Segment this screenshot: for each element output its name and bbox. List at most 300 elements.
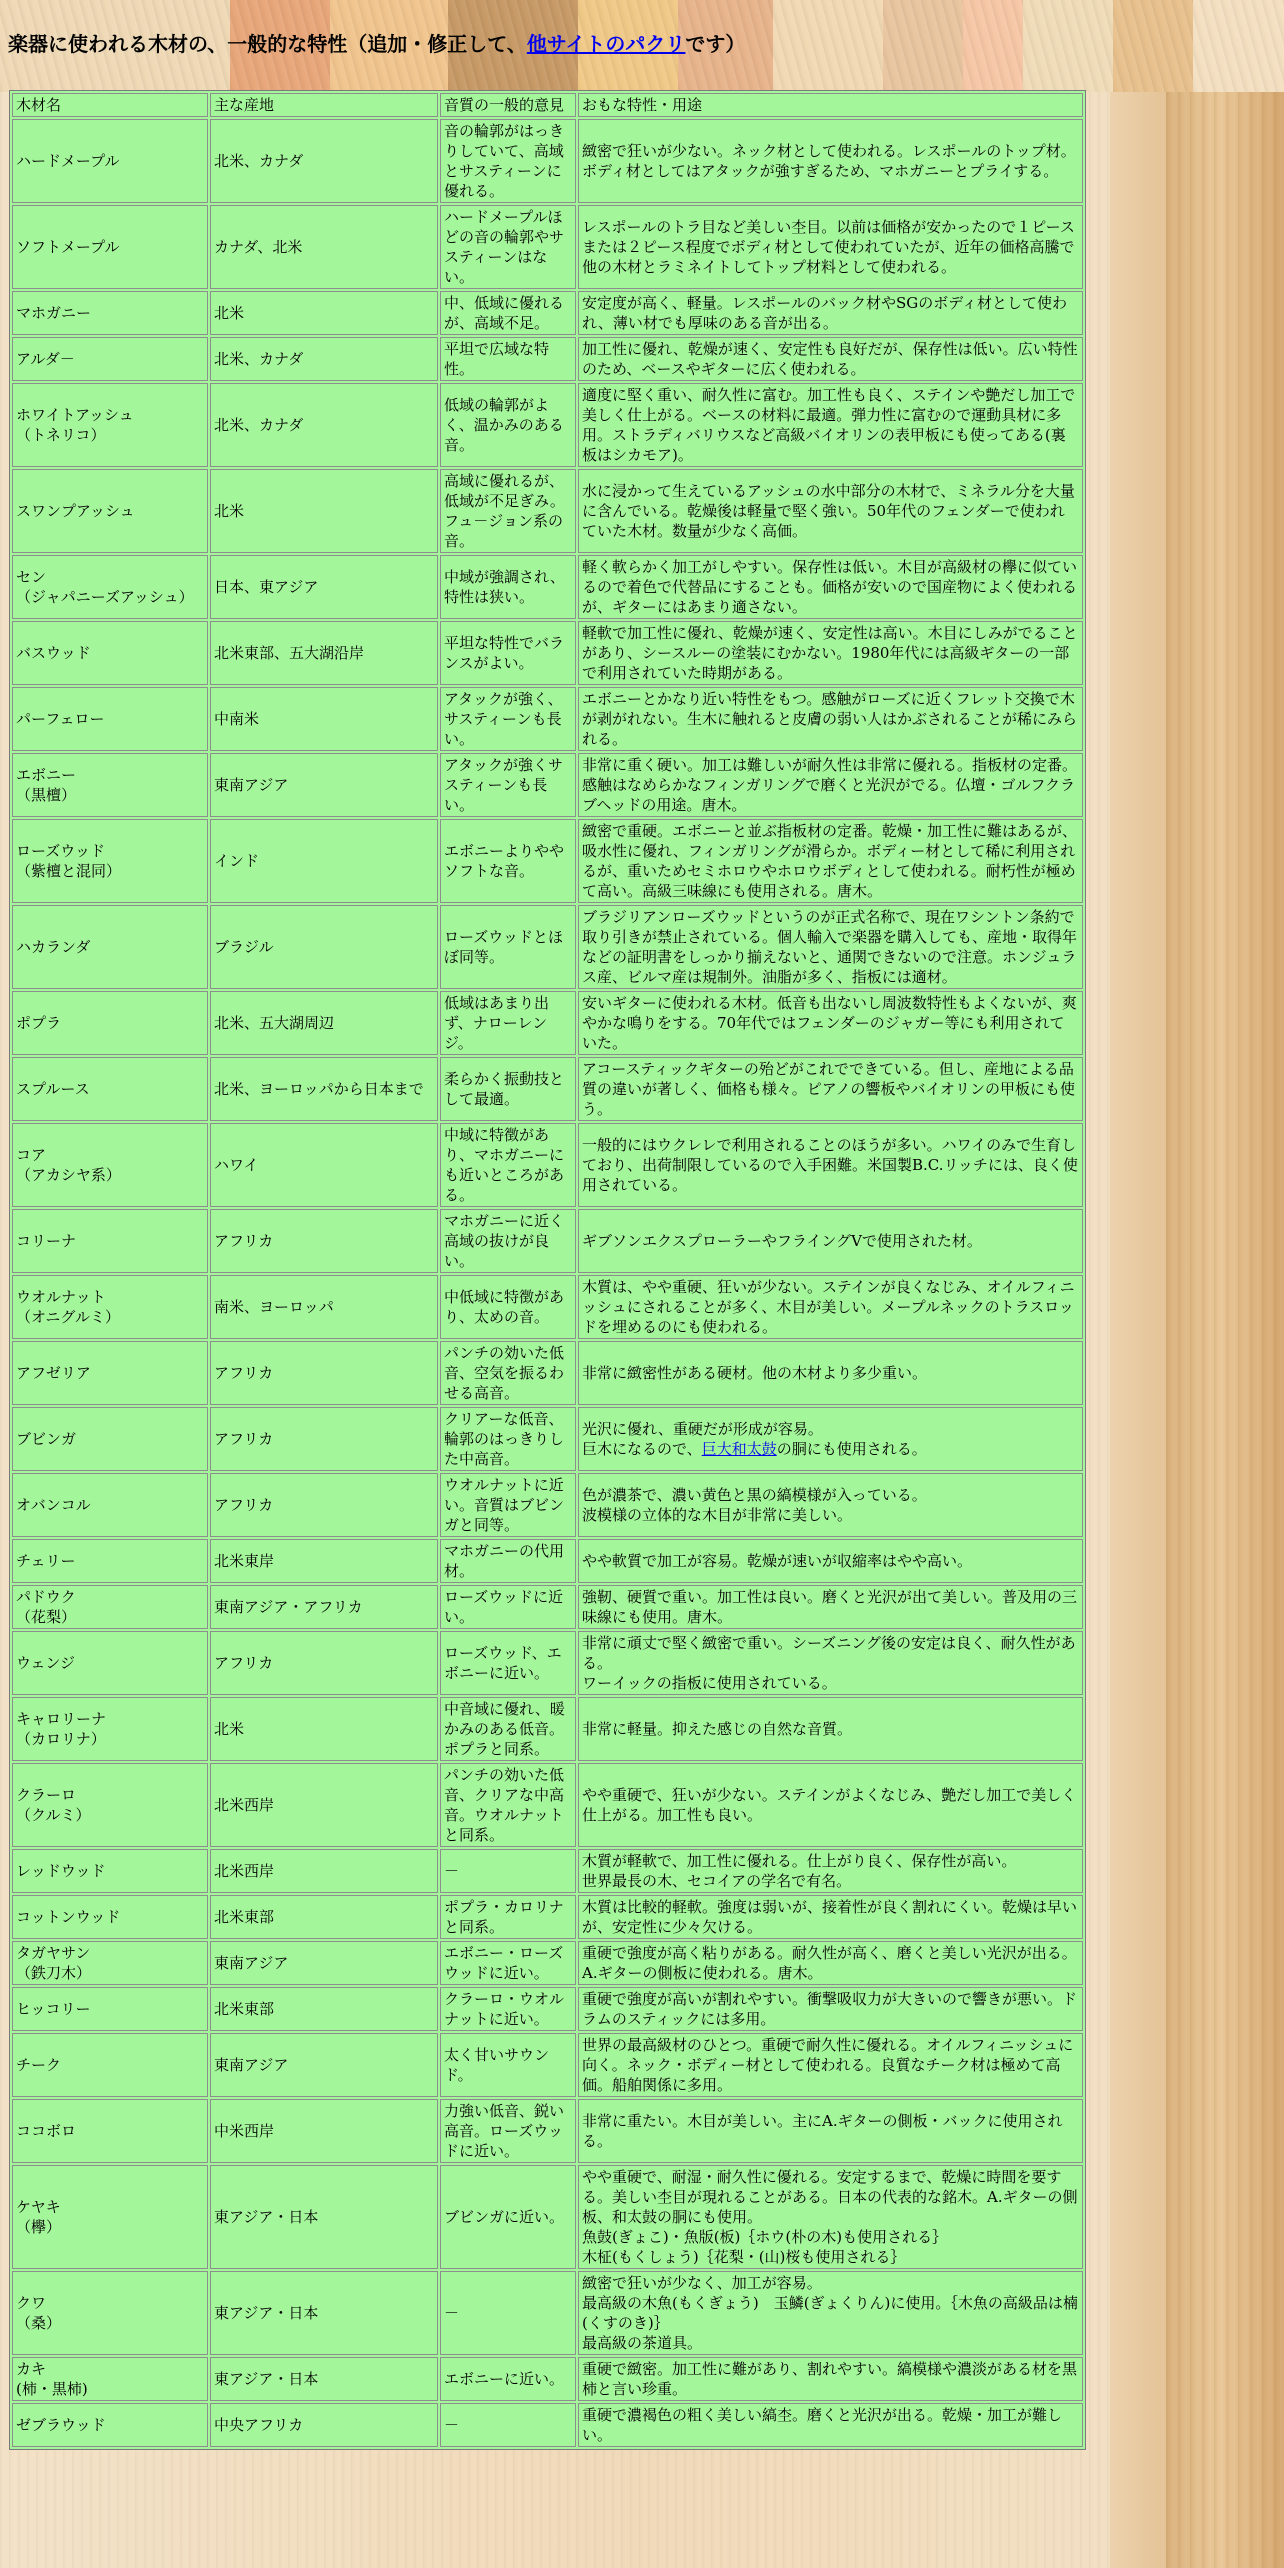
tone-cell <box>440 469 576 553</box>
cell-text: インド <box>214 852 260 870</box>
wood-name-cell <box>12 2165 208 2269</box>
cell-text: エボニー・ローズウッドに近い。 <box>444 1944 564 1982</box>
use-cell <box>578 1473 1083 1537</box>
wood-name-cell <box>12 1123 208 1207</box>
wood-name-cell <box>12 119 208 203</box>
cell-text: セン <box>16 568 47 586</box>
cell-text: 北米東部、五大湖沿岸 <box>214 644 365 662</box>
use-cell <box>578 905 1083 989</box>
background-wood-strip-right <box>1166 0 1284 2568</box>
use-cell <box>578 1697 1083 1761</box>
use-text: 安いギターに使われる木材。低音も出ないし周波数特性もよくないが、爽やかな鳴りをする。70年代ではフェンダーのジャガー等にも利用されていた。 <box>582 994 1077 1052</box>
cell-text: ローズウッド <box>16 842 105 860</box>
cell-text: アフリカ <box>214 1654 274 1672</box>
cell-text: 東アジア・日本 <box>214 2304 319 2322</box>
cell-text: 東アジア・日本 <box>214 2208 319 2226</box>
wood-name-cell <box>12 555 208 619</box>
tone-cell <box>440 1209 576 1273</box>
tone-cell <box>440 1123 576 1207</box>
use-text: 重硬で強度が高く粘りがある。耐久性が高く、磨くと美しい光沢が出る。A.ギターの側板に使われる。唐木。 <box>582 1944 1077 1982</box>
cell-text: 中央アフリカ <box>214 2416 304 2434</box>
cell-text: （カロリナ） <box>16 1730 106 1748</box>
cell-text: 中南米 <box>214 710 260 728</box>
wood-name-cell <box>12 621 208 685</box>
wood-name-cell <box>12 1697 208 1761</box>
use-text-line2: 波模様の立体的な木目が非常に美しい。 <box>582 1506 853 1524</box>
cell-text: 南米、ヨーロッパ <box>214 1298 334 1316</box>
table-row <box>12 1941 1083 1985</box>
cell-text: （欅） <box>16 2218 62 2236</box>
use-text: 非常に重たい。木目が美しい。主にA.ギターの側板・バックに使用される。 <box>582 2112 1063 2150</box>
use-cell <box>578 1407 1083 1471</box>
use-cell <box>578 469 1083 553</box>
origin-cell <box>210 469 438 553</box>
wood-name-cell <box>12 383 208 467</box>
cell-text: チーク <box>16 2056 62 2074</box>
cell-text: 東南アジア <box>214 776 289 794</box>
wood-name-cell <box>12 291 208 335</box>
table-row <box>12 1763 1083 1847</box>
tone-cell <box>440 205 576 289</box>
table-row <box>12 2403 1083 2447</box>
cell-text: アフゼリア <box>16 1364 91 1382</box>
cell-text: ケヤキ <box>16 2198 61 2216</box>
table-row <box>12 2165 1083 2269</box>
table-row <box>12 1631 1083 1695</box>
cell-text: ローズウッド、エボニーに近い。 <box>444 1644 562 1682</box>
wood-name-cell <box>12 2033 208 2097</box>
use-cell <box>578 291 1083 335</box>
table-row <box>12 991 1083 1055</box>
cell-text: パドウク <box>16 1588 76 1606</box>
cell-text: 北米、五大湖周辺 <box>214 1014 335 1032</box>
table-row <box>12 555 1083 619</box>
cell-text: マホガニー <box>16 304 92 322</box>
page-title <box>8 28 745 57</box>
use-cell <box>578 1123 1083 1207</box>
tone-cell <box>440 2033 576 2097</box>
use-cell <box>578 2403 1083 2447</box>
use-text: 木質は、やや重硬、狂いが少ない。ステインが良くなじみ、オイルフィニッシュにされることが多く、木目が美しい。メープルネックのトラスロッドを埋めるのにも使われる。 <box>582 1278 1075 1336</box>
cell-text: チェリー <box>16 1552 76 1570</box>
table-row <box>12 819 1083 903</box>
use-text: 重硬で濃褐色の粗く美しい縞杢。磨くと光沢が出る。乾燥・加工が難しい。 <box>582 2406 1063 2444</box>
origin-cell <box>210 383 438 467</box>
use-cell <box>578 1941 1083 1985</box>
use-text: 加工性に優れ、乾燥が速く、安定性も良好だが、保存性は低い。広い特性のため、ベースやギターに広く使われる。 <box>582 340 1078 378</box>
table-row <box>12 2033 1083 2097</box>
cell-text: 柔らかく振動技として最適。 <box>444 1070 565 1108</box>
use-cell <box>578 1585 1083 1629</box>
tone-cell <box>440 687 576 751</box>
wood-name-cell <box>12 2357 208 2401</box>
wood-name-cell <box>12 1849 208 1893</box>
header-texture-tile <box>1023 0 1113 92</box>
wood-name-cell <box>12 905 208 989</box>
use-cell <box>578 555 1083 619</box>
table-header-row <box>12 93 1083 117</box>
cell-text: カキ <box>16 2360 47 2378</box>
cell-text: クラーロ <box>16 1786 77 1804</box>
wood-name-cell <box>12 687 208 751</box>
tone-cell <box>440 1275 576 1339</box>
use-text-line3: 木柾(もくしょう)｛花梨・(山)桜も使用される｝ <box>582 2248 906 2266</box>
cell-text: アルダ－ <box>16 350 75 368</box>
cell-text: － <box>444 1862 460 1880</box>
cell-text: 北米西岸 <box>214 1796 275 1814</box>
table-row <box>12 1539 1083 1583</box>
background-wood-strip-middle <box>1110 0 1166 2568</box>
cell-text: スプルース <box>16 1080 90 1098</box>
tone-cell <box>440 819 576 903</box>
use-text: 強靭、硬質で重い。加工性は良い。磨くと光沢が出て美しい。普及用の三味線にも使用。唐木。 <box>582 1588 1078 1626</box>
origin-cell <box>210 2033 438 2097</box>
tone-cell <box>440 1585 576 1629</box>
use-text-line2: 魚鼓(ぎょこ)・魚版(板)｛ホウ(朴の木)も使用される｝ <box>582 2228 948 2246</box>
cell-text: 北米東部 <box>214 2000 275 2018</box>
tone-cell <box>440 991 576 1055</box>
cell-text: 力強い低音、鋭い高音。ローズウッドに近い。 <box>444 2102 565 2160</box>
cell-text: （黒檀） <box>16 786 77 804</box>
use-text: 緻密で狂いが少ない。ネック材として使われる。レスポールのトップ材。ボディ材としてはアタックが強すぎるため、マホガニーとプライする。 <box>582 142 1076 180</box>
table-row <box>12 621 1083 685</box>
cell-text: 高域に優れるが、低域が不足ぎみ。フュ－ジョン系の音。 <box>444 472 565 550</box>
cell-text: ココボロ <box>16 2122 77 2140</box>
use-cell <box>578 1987 1083 2031</box>
cell-text: 中音域に優れ、暖かみのある低音。ポプラと同系。 <box>444 1700 565 1758</box>
cell-text: クワ <box>16 2294 47 2312</box>
cell-text: アフリカ <box>214 1430 274 1448</box>
wood-name-cell <box>12 819 208 903</box>
cell-text: 北米、カナダ <box>214 416 304 434</box>
origin-cell <box>210 991 438 1055</box>
header-origin: 主な産地 <box>210 93 438 117</box>
cell-text: アフリカ <box>214 1364 274 1382</box>
use-text: アコースティックギターの殆どがこれでできている。但し、産地による品質の違いが著しく、価格も様々。ピアノの響板やバイオリンの甲板にも使う。 <box>582 1060 1076 1118</box>
cell-text: タガヤサン <box>16 1944 91 1962</box>
cell-text: 中域が強調され、特性は狭い。 <box>444 568 565 606</box>
tone-cell <box>440 1941 576 1985</box>
cell-text: 東南アジア・アフリカ <box>214 1598 363 1616</box>
table-row <box>12 2357 1083 2401</box>
cell-text: ウオルナットに近い。音質はブビンガと同等。 <box>444 1476 565 1534</box>
table-row <box>12 1473 1083 1537</box>
page-title-main: 楽器に使われる木材の、一般的な特性（追加・修正して、 <box>8 32 527 56</box>
tone-cell <box>440 2165 576 2269</box>
wood-name-cell <box>12 1539 208 1583</box>
cell-text: （クルミ） <box>16 1806 91 1824</box>
cell-text: 北米東岸 <box>214 1552 275 1570</box>
use-cell <box>578 2033 1083 2097</box>
origin-cell <box>210 2099 438 2163</box>
origin-cell <box>210 1275 438 1339</box>
cell-text: 東南アジア <box>214 2056 289 2074</box>
tone-cell <box>440 337 576 381</box>
wood-name-cell <box>12 1473 208 1537</box>
use-text-line2: ワーイックの指板に使用されている。 <box>582 1674 837 1692</box>
use-text: ギブソンエクスプローラーやフライングVで使用された材。 <box>582 1232 982 1250</box>
use-text: 光沢に優れ、重硬だが形成が容易。 <box>582 1420 823 1438</box>
origin-cell <box>210 1849 438 1893</box>
wood-name-cell <box>12 337 208 381</box>
taiko-link[interactable]: 巨大和太鼓 <box>701 1440 777 1458</box>
cell-text: ハードメープルほどの音の輪郭やサスティーンはない。 <box>444 208 565 286</box>
cell-text: アタックが強く、サスティーンも長い。 <box>444 690 563 748</box>
use-text: 重硬で強度が高いが割れやすい。衝撃吸収力が大きいので響きが悪い。ドラムのスティックには多用。 <box>582 1990 1078 2028</box>
tone-cell <box>440 2099 576 2163</box>
cell-text: ローズウッドに近い。 <box>444 1588 563 1626</box>
use-text: 非常に頑丈で堅く緻密で重い。シーズニング後の安定は良く、耐久性がある。 <box>582 1634 1076 1672</box>
table-row <box>12 1275 1083 1339</box>
use-text: やや重硬で、耐湿・耐久性に優れる。安定するまで、乾燥に時間を要する。美しい杢目が現れることがある。日本の代表的な銘木。A.ギターの側板、和太鼓の胴にも使用。 <box>582 2168 1078 2226</box>
wood-name-cell <box>12 2271 208 2355</box>
cell-text: ブビンガ <box>16 1430 77 1448</box>
tone-cell <box>440 555 576 619</box>
origin-cell <box>210 1631 438 1695</box>
table-row <box>12 1895 1083 1939</box>
cell-text: エボニーよりややソフトな音。 <box>444 842 565 880</box>
use-text: 軽く軟らかく加工がしやすい。保存性は低い。木目が高級材の欅に似ているので着色で代替品にすることも。価格が安いので国産物によく使われるが、ギターにはあまり適さない。 <box>582 558 1078 616</box>
table-row <box>12 1585 1083 1629</box>
origin-cell <box>210 753 438 817</box>
origin-cell <box>210 1941 438 1985</box>
use-text: 非常に緻密性がある硬材。他の木材より多少重い。 <box>582 1364 928 1382</box>
tone-cell <box>440 2271 576 2355</box>
origin-cell <box>210 1895 438 1939</box>
use-cell <box>578 2165 1083 2269</box>
wood-name-cell <box>12 2403 208 2447</box>
cell-text: 低域の輪郭がよく、温かみのある音。 <box>444 396 564 454</box>
use-cell <box>578 621 1083 685</box>
wood-name-cell <box>12 2099 208 2163</box>
origin-cell <box>210 205 438 289</box>
cell-text: マホガニーに近く高域の抜けが良い。 <box>444 1212 565 1270</box>
cell-text: バスウッド <box>16 644 91 662</box>
use-text: 非常に軽量。抑えた感じの自然な音質。 <box>582 1720 853 1738</box>
use-text: 軽軟で加工性に優れ、乾燥が速く、安定性は高い。木目にしみがでることがあり、シースルーの塗装にむかない。1980年代には高級ギターの一部で利用されていた時期がある。 <box>582 624 1078 682</box>
use-cell <box>578 205 1083 289</box>
use-cell <box>578 1539 1083 1583</box>
use-text: 木質が軽軟で、加工性に優れる。仕上がり良く、保存性が高い。 <box>582 1852 1017 1870</box>
cell-text: 音の輪郭がはっきりしていて、高域とサスティーンに優れる。 <box>444 122 565 200</box>
cell-text: ゼブラウッド <box>16 2416 106 2434</box>
origin-cell <box>210 905 438 989</box>
tone-cell <box>440 2357 576 2401</box>
other-site-link[interactable]: 他サイトのパクリ <box>526 32 686 56</box>
origin-cell <box>210 621 438 685</box>
use-text-line2-pre: 巨木になるので、 <box>582 1440 702 1458</box>
cell-text: 中、低域に優れるが、高域不足。 <box>444 294 565 332</box>
use-text: 一般的にはウクレレで利用されることのほうが多い。ハワイのみで生育しており、出荷制限しているので入手困難。米国製B.C.リッチには、良く使用されている。 <box>582 1136 1078 1194</box>
table-row <box>12 1849 1083 1893</box>
page-title-tail: です） <box>685 32 746 56</box>
cell-text: コア <box>16 1146 47 1164</box>
use-cell <box>578 2357 1083 2401</box>
cell-text: ホワイトアッシュ <box>16 406 134 424</box>
cell-text: ブビンガに近い。 <box>444 2208 565 2226</box>
origin-cell <box>210 1539 438 1583</box>
table-row <box>12 1057 1083 1121</box>
use-text: ブラジリアンローズウッドというのが正式名称で、現在ワシントン条約で取り引きが禁止されている。個人輸入で楽器を購入しても、産地・取得年などの証明書をしっかり揃えないと、通関できないので注意。ホンジュラス産、ビルマ産は規制外。油脂が多く、指板には適材。 <box>582 908 1078 986</box>
cell-text: （ジャパニーズアッシュ） <box>16 588 194 606</box>
cell-text: ブラジル <box>214 938 274 956</box>
tone-cell <box>440 1987 576 2031</box>
table-row <box>12 905 1083 989</box>
use-cell <box>578 337 1083 381</box>
use-text: 非常に重く硬い。加工は難しいが耐久性は非常に優れる。指板材の定番。感触はなめらかなフィンガリングで磨くと光沢がでる。仏壇・ゴルフクラブヘッドの用途。唐木。 <box>582 756 1078 814</box>
header-texture-tile <box>963 0 1023 92</box>
cell-text: レッドウッド <box>16 1862 106 1880</box>
use-text: 重硬で緻密。加工性に難があり、割れやすい。縞模様や濃淡がある材を黒柿と言い珍重。 <box>582 2360 1078 2398</box>
tone-cell <box>440 1849 576 1893</box>
tone-cell <box>440 1697 576 1761</box>
cell-text: 中域に特徴があり、マホガニーにも近いところがある。 <box>444 1126 565 1204</box>
cell-text: エボニーに近い。 <box>444 2370 565 2388</box>
cell-text: オバンコル <box>16 1496 91 1514</box>
wood-name-cell <box>12 1987 208 2031</box>
cell-text: パーフェロー <box>16 710 105 728</box>
tone-cell <box>440 291 576 335</box>
use-text-line2-post: の胴にも使用される。 <box>776 1440 927 1458</box>
cell-text: （アカシヤ系） <box>16 1166 121 1184</box>
table-row <box>12 687 1083 751</box>
cell-text: マホガニーの代用材。 <box>444 1542 565 1580</box>
tone-cell <box>440 1631 576 1695</box>
origin-cell <box>210 1987 438 2031</box>
use-cell <box>578 383 1083 467</box>
cell-text: 北米東部 <box>214 1908 275 1926</box>
tone-cell <box>440 621 576 685</box>
table-row <box>12 1987 1083 2031</box>
wood-name-cell <box>12 1275 208 1339</box>
wood-name-cell <box>12 1763 208 1847</box>
cell-text: 中低域に特徴があり、太めの音。 <box>444 1288 565 1326</box>
table-row <box>12 291 1083 335</box>
cell-text: （花梨） <box>16 1608 77 1626</box>
header-texture-tile <box>1193 0 1284 92</box>
cell-text: パンチの効いた低音、空気を振るわせる高音。 <box>444 1344 565 1402</box>
tone-cell <box>440 119 576 203</box>
cell-text: ウオルナット <box>16 1288 106 1306</box>
cell-text: 東南アジア <box>214 1954 289 1972</box>
use-cell <box>578 819 1083 903</box>
cell-text: （鉄刀木） <box>16 1964 92 1982</box>
cell-text: クラーロ・ウオルナットに近い。 <box>444 1990 565 2028</box>
wood-name-cell <box>12 1941 208 1985</box>
tone-cell <box>440 905 576 989</box>
cell-text: （桑） <box>16 2314 62 2332</box>
header-wood-name: 木材名 <box>12 93 208 117</box>
use-text: レスポールのトラ目など美しい杢目。以前は価格が安かったので１ピースまたは２ピース程度でボディ材として使われていたが、近年の価格高騰で他の木材とラミネイトしてトップ材料として使われる。 <box>582 218 1075 276</box>
table-row <box>12 2271 1083 2355</box>
use-text-line3: 最高級の茶道具。 <box>582 2334 703 2352</box>
origin-cell <box>210 2403 438 2447</box>
tone-cell <box>440 1763 576 1847</box>
use-cell <box>578 1849 1083 1893</box>
wood-name-cell <box>12 753 208 817</box>
cell-text: アフリカ <box>214 1232 274 1250</box>
cell-text: クリアーな低音、輪郭のはっきりした中高音。 <box>444 1410 565 1468</box>
cell-text: 北米西岸 <box>214 1862 275 1880</box>
table-row <box>12 1407 1083 1471</box>
use-text-line2: 世界最長の木、セコイアの学名で有名。 <box>582 1872 852 1890</box>
cell-text: ヒッコリー <box>16 2000 91 2018</box>
cell-text: 北米、カナダ <box>214 350 304 368</box>
tone-cell <box>440 1057 576 1121</box>
cell-text: （トネリコ） <box>16 426 106 444</box>
cell-text: 北米 <box>214 1720 245 1738</box>
origin-cell <box>210 1209 438 1273</box>
origin-cell <box>210 819 438 903</box>
wood-characteristics-table <box>9 90 1086 2450</box>
table-body <box>12 119 1083 2447</box>
use-cell <box>578 119 1083 203</box>
use-text: やや軟質で加工が容易。乾燥が速いが収縮率はやや高い。 <box>582 1552 973 1570</box>
cell-text: 北米 <box>214 304 245 322</box>
table-row <box>12 2099 1083 2163</box>
cell-text: （紫檀と混同） <box>16 862 122 880</box>
cell-text: アフリカ <box>214 1496 274 1514</box>
cell-text: ハワイ <box>214 1156 259 1174</box>
use-cell <box>578 1631 1083 1695</box>
use-cell <box>578 2099 1083 2163</box>
wood-name-cell <box>12 205 208 289</box>
origin-cell <box>210 1057 438 1121</box>
wood-name-cell <box>12 1895 208 1939</box>
use-cell <box>578 753 1083 817</box>
origin-cell <box>210 1123 438 1207</box>
use-cell <box>578 1209 1083 1273</box>
origin-cell <box>210 1763 438 1847</box>
use-text: 緻密で狂いが少なく、加工が容易。 <box>582 2274 822 2292</box>
cell-text: ハカランダ <box>16 938 91 956</box>
cell-text: ポプラ <box>16 1014 62 1032</box>
origin-cell <box>210 1407 438 1471</box>
use-cell <box>578 1341 1083 1405</box>
origin-cell <box>210 2357 438 2401</box>
table-row <box>12 337 1083 381</box>
tone-cell <box>440 2403 576 2447</box>
cell-text: 太く甘いサウンド。 <box>444 2046 550 2084</box>
cell-text: 平坦な特性でバランスがよい。 <box>444 634 565 672</box>
table-row <box>12 119 1083 203</box>
cell-text: (柿・黒柿) <box>16 2380 88 2398</box>
cell-text: ソフトメープル <box>16 238 120 256</box>
origin-cell <box>210 1473 438 1537</box>
cell-text: エボニー <box>16 766 77 784</box>
use-cell <box>578 687 1083 751</box>
wood-name-cell <box>12 1585 208 1629</box>
wood-name-cell <box>12 1341 208 1405</box>
wood-name-cell <box>12 1057 208 1121</box>
tone-cell <box>440 1895 576 1939</box>
table-row <box>12 383 1083 467</box>
header-texture-tile <box>883 0 963 92</box>
cell-text: 北米、カナダ <box>214 152 304 170</box>
tone-cell <box>440 1341 576 1405</box>
use-text: やや重硬で、狂いが少ない。ステインがよくなじみ、艶だし加工で美しく仕上がる。加工性も良い。 <box>582 1786 1077 1824</box>
cell-text: パンチの効いた低音、クリアな中高音。ウオルナットと同系。 <box>444 1766 565 1844</box>
cell-text: 平坦で広域な特性。 <box>444 340 550 378</box>
cell-text: ウェンジ <box>16 1654 76 1672</box>
table-row <box>12 1697 1083 1761</box>
tone-cell <box>440 383 576 467</box>
cell-text: スワンプアッシュ <box>16 502 135 520</box>
cell-text: 東アジア・日本 <box>214 2370 319 2388</box>
use-text: 木質は比較的軽軟。強度は弱いが、接着性が良く割れにくい。乾燥は早いが、安定性に少々欠ける。 <box>582 1898 1078 1936</box>
use-cell <box>578 1763 1083 1847</box>
wood-name-cell <box>12 1631 208 1695</box>
